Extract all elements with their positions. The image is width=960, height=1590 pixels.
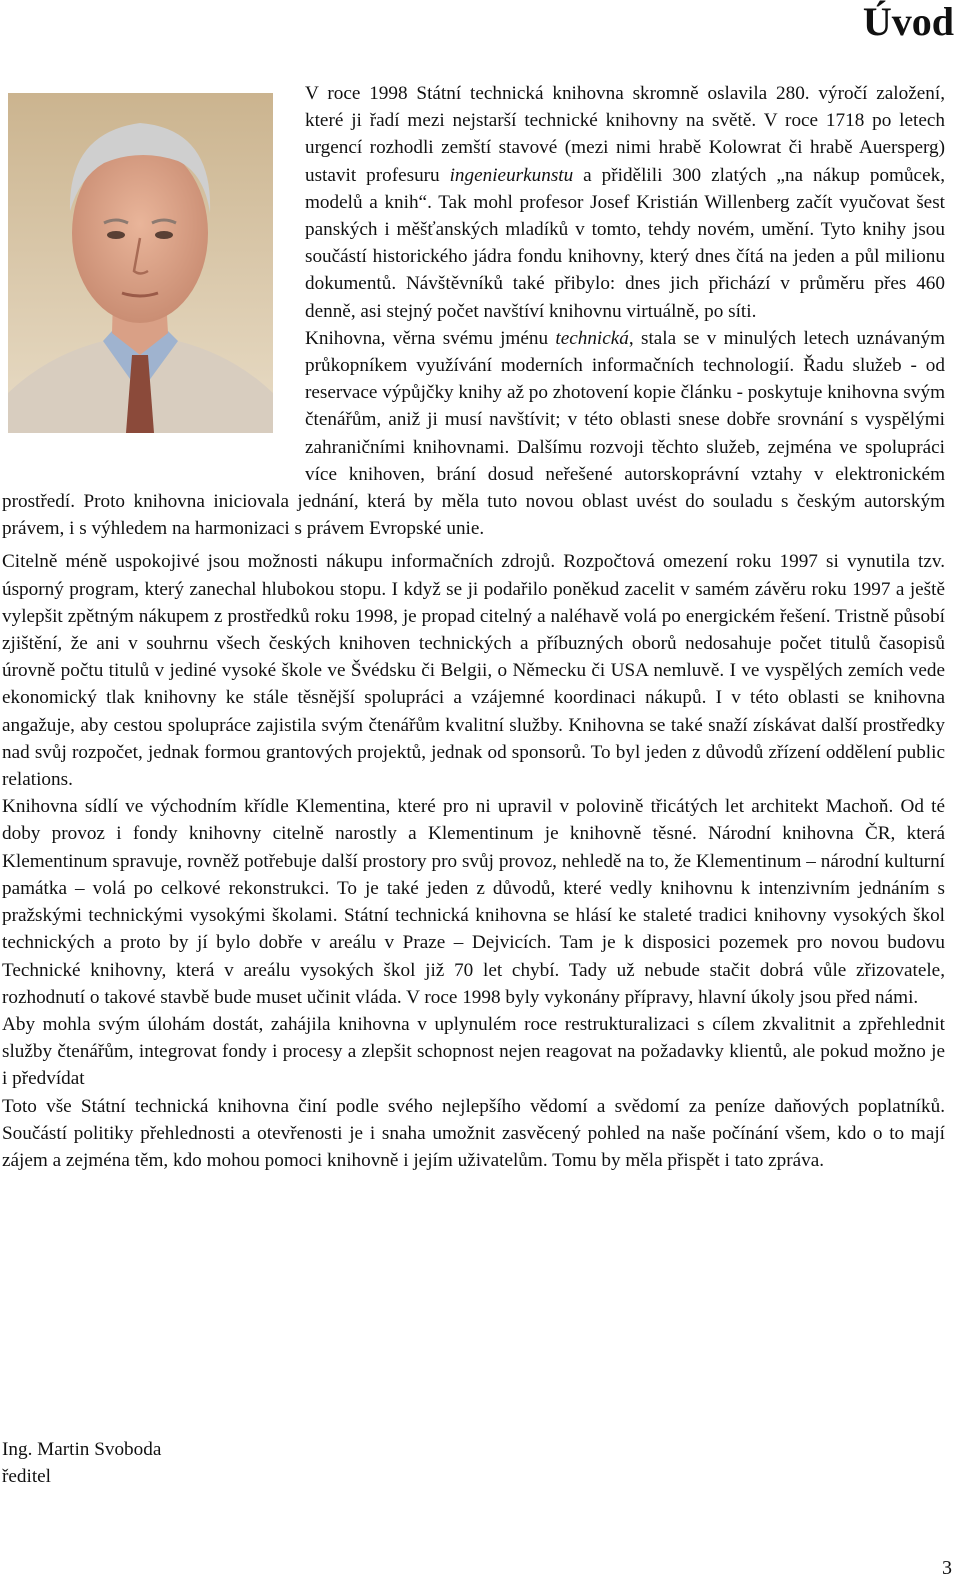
page-title: Úvod <box>862 0 954 44</box>
signature-name: Ing. Martin Svoboda <box>2 1439 162 1460</box>
page-number: 3 <box>942 1557 952 1579</box>
paragraph: Aby mohla svým úlohám dostát, zahájila knihovna v uplynulém roce restrukturalizaci s cílem zkvalitnit a zpřehlednit služby čtenářům, integrovat fondy i procesy a zlepšit schopnost nejen reagovat na požadavky klientů, ale pokud možno je i předvídat <box>2 1013 945 1090</box>
paragraph: Knihovna, věrna svému jménu technická, stala se v minulých letech uznávaným průkopníkem využívání moderních informačních technologií. Řadu služeb - od reservace výpůjčky knihy až po zhotovení kopie článku - poskytuje knihovna svým čtenářům, aniž ji musí navštívit; v této oblasti snese dobře srovnání s vyspělými zahraničními knihovnami. Dalšímu rozvoji těchto služeb, zejména ve spolupráci více knihoven, brání dosud neřešené autorskoprávní vztahy v elektronickém prostředí. Proto knihovna iniciovala jednání, která by měla tuto novou oblast uvést do souladu s českým autorským právem, i s výhledem na harmonizaci s právem Evropské unie. <box>2 327 945 540</box>
signature-block <box>2 1436 161 1490</box>
photo-spacer <box>2 80 305 462</box>
paragraph: V roce 1998 Státní technická knihovna skromně oslavila 280. výročí založení, které ji řadí mezi nejstarší technické knihovny na světě. V roce 1718 po letech urgencí rozhodli zemští stavové (mezi nimi hrabě Kolowrat či hrabě Auersperg) ustavit profesuru ingenieurkunstu a přidělili 300 zlatých „na nákup pomůcek, modelů a knih“. Tak mohl profesor Josef Kristián Willenberg začít vyučovat šest panských i měšťanských mladíků v tomto, tehdy novém, umění. Tyto knihy jsou součástí historického jádra fondu knihovny, který dnes čítá na jeden a půl milionu dokumentů. Návštěvníků také přibylo: dnes jich přichází v průměru přes 460 denně, asi stejný počet navštíví knihovnu virtuálně, po síti. <box>305 83 945 322</box>
paragraph: Toto vše Státní technická knihovna činí podle svého nejlepšího vědomí a svědomí za peníze daňových poplatníků. Součástí politiky přehlednosti a otevřenosti je i snaha umožnit zasvěcený pohled na naše počínání všem, kdo o to mají zájem a zejména těm, kdo mohou pomoci knihovně i jejím uživatelům. Tomu by měla přispět i tato zpráva. <box>2 1095 945 1171</box>
intro-text <box>2 80 945 1174</box>
signature-role: ředitel <box>2 1466 52 1487</box>
paragraph: Citelně méně uspokojivé jsou možnosti nákupu informačních zdrojů. Rozpočtová omezení roku 1997 si vynutila tzv. úsporný program, který zanechal hlubokou stopu. I když se ji podařilo poněkud zacelit v samém závěru roku 1997 a ještě vylepšit zpětným nákupem z prostředků roku 1998, je propad citelný a naléhavě volá po energickém řešení. Tristně působí zjištění, že ani v souhrnu všech českých knihoven technických a příbuzných oborů nedosahuje počet titulů časopisů úrovně počtu titulů v jediné vysoké škole ve Švédsku či Belgii, o Německu či USA nemluvě. I ve vyspělých zemích vede ekonomický tlak knihovny ke stále těsnější spolupráci a vzájemné koordinaci nákupů. I v této oblasti se knihovna angažuje, aby cestou spolupráce zajistila svým čtenářům kvalitní služby. Knihovna se také snaží získávat další prostředky nad svůj rozpočet, jednak formou grantových projektů, jednak od sponsorů. To byl jeden z důvodů zřízení oddělení public relations. <box>2 551 945 791</box>
paragraph: Knihovna sídlí ve východním křídle Klementina, které pro ni upravil v polovině třicátých let architekt Machoň. Od té doby provoz i fondy knihovny citelně narostly a Klementinum je knihovně těsné. Národní knihovna ČR, která Klementinum spravuje, rovněž potřebuje další prostory pro svůj provoz, nehledě na to, že Klementinum – národní kulturní památka – volá po celkové rekonstrukci. To je také jeden z důvodů, které vedly knihovnu k intenzivním jednáním s pražskými technickými vysokými školami. Státní technická knihovna se hlásí ke staleté tradici knihovny vysokých škol technických a proto by jí bylo dobře v areálu v Praze – Dejvicích. Tam je k disposici pozemek pro novou budovu Technické knihovny, která v areálu vysokých škol již 70 let chybí. Tady už nebude stačit dobrá vůle zřizovatele, rozhodnutí o takové stavbě bude muset učinit vláda. V roce 1998 byly vykonány přípravy, hlavní úkoly jsou před námi. <box>2 796 945 1008</box>
